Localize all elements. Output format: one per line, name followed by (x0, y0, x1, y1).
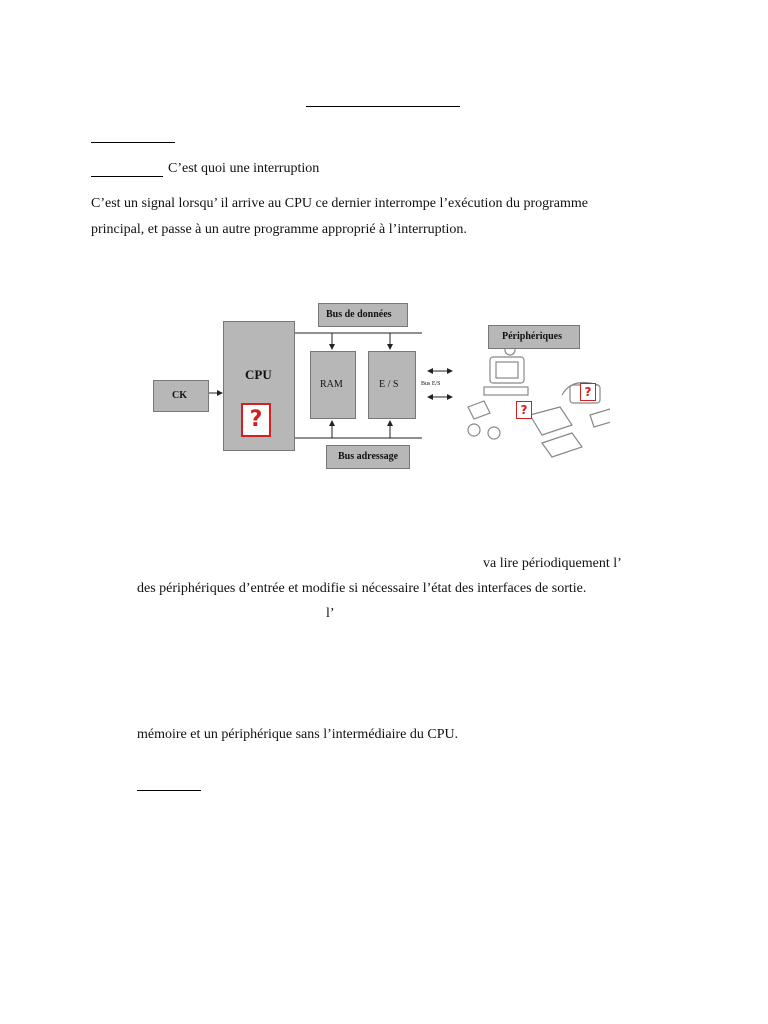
bottom-blank (137, 790, 201, 791)
body-line-4: mémoire et un périphérique sans l’intermédiaire du CPU. (137, 727, 459, 742)
interrupt-diagram (150, 295, 610, 490)
definition-paragraph (91, 191, 691, 243)
definition-line-2: principal, et passe à un autre programme approprié à l’interruption. (91, 222, 467, 237)
ck-label: CK (172, 390, 187, 401)
section-blank-1 (91, 142, 175, 143)
es-label: E / S (379, 379, 399, 390)
question-mark-icon-small-2: ? (580, 383, 596, 401)
body-fragment-1: va lire périodiquement l’ (483, 556, 622, 571)
body-line-2: des périphériques d’entrée et modifie si nécessaire l’état des interfaces de sortie. (137, 581, 587, 596)
ram-label: RAM (320, 379, 343, 390)
question-mark-icon: ? (241, 403, 271, 437)
section-blank-2 (91, 176, 163, 177)
question-mark-icon-small-1: ? (516, 401, 532, 419)
title-blank (306, 106, 460, 107)
peripheriques-label: Périphériques (502, 331, 562, 342)
bus-donnees-label: Bus de données (326, 309, 392, 320)
body-fragment-3: l’ (326, 606, 335, 621)
cpu-label: CPU (245, 367, 272, 382)
bus-es-label: Bus E/S (421, 381, 441, 387)
peripherals-illustration (468, 345, 610, 457)
bus-adressage-label: Bus adressage (338, 451, 399, 462)
section-question: C’est quoi une interruption (168, 161, 320, 176)
definition-line-1: C’est un signal lorsqu’ il arrive au CPU ce dernier interrompe l’exécution du programme (91, 196, 588, 211)
